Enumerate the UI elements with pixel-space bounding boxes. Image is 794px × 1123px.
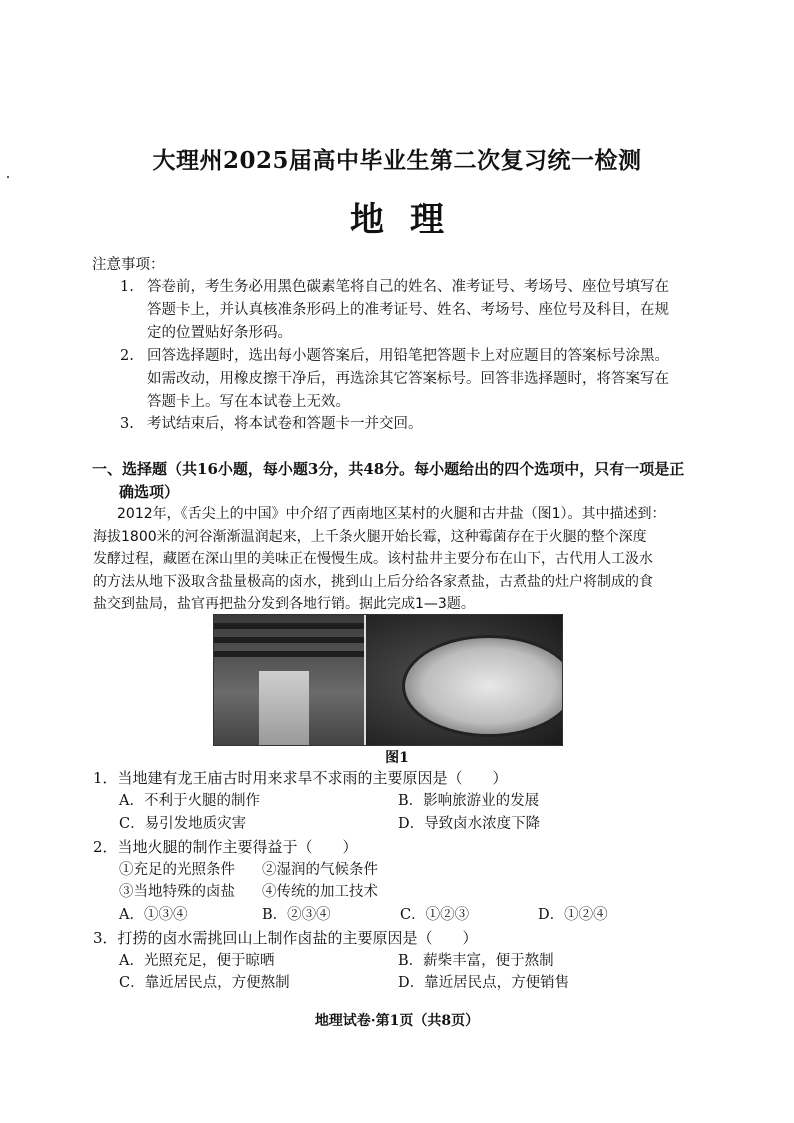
question-3-stem: 3．打捞的卤水需挑回山上制作卤盐的主要原因是（ ） — [93, 929, 478, 947]
question-1-option-c: C．易引发地质灾害 — [119, 816, 247, 832]
question-2-statement: ③当地特殊的卤盐 — [119, 884, 235, 900]
section-heading-cont: 确选项） — [119, 483, 180, 501]
question-2-option-a: A．①③④ — [119, 907, 188, 923]
figure-1-photos — [213, 614, 563, 746]
question-1-stem: 1．当地建有龙王庙古时用来求旱不求雨的主要原因是（ ） — [93, 769, 508, 787]
question-2-option-d: D．①②④ — [538, 907, 608, 923]
ham-cellar-photo — [214, 615, 364, 745]
question-2-statement: ④传统的加工技术 — [262, 884, 378, 900]
exam-title: 大理州2025届高中毕业生第二次复习统一检测 — [152, 147, 642, 174]
question-2-statement: ②湿润的气候条件 — [262, 862, 378, 878]
scan-speck — [7, 176, 9, 178]
question-3-option-b: B．薪柴丰富，便于熬制 — [398, 953, 554, 969]
figure-caption: 图1 — [385, 750, 409, 766]
passage-line: 的方法从地下汲取含盐量极高的卤水，挑到山上后分给各家煮盐，古煮盐的灶户将制成的食 — [93, 574, 653, 590]
passage-line: 发酵过程，藏匿在深山里的美味正在慢慢生成。该村盐井主要分布在山下，古代用人工汲水 — [93, 551, 653, 567]
passage-line: 盐交到盐局，盐官再把盐分发到各地行销。据此完成1—3题。 — [93, 596, 475, 612]
notice-line: 定的位置贴好条形码。 — [147, 325, 292, 341]
notice-item-number: 2. — [120, 348, 134, 364]
notice-line: 回答选择题时，选出每小题答案后，用铅笔把答题卡上对应题目的答案标号涂黑。 — [147, 348, 669, 364]
question-3-option-d: D．靠近居民点，方便销售 — [398, 975, 570, 991]
notice-line: 答卷前，考生务必用黑色碳素笔将自己的姓名、准考证号、考场号、座位号填写在 — [147, 279, 669, 295]
question-1-option-d: D．导致卤水浓度下降 — [398, 816, 541, 832]
passage-line: 2012年，《舌尖上的中国》中介绍了西南地区某村的火腿和古井盐（图1）。其中描述到： — [117, 506, 666, 522]
notice-item-number: 1. — [120, 279, 134, 295]
question-1-option-a: A．不利于火腿的制作 — [119, 793, 260, 809]
passage-line: 海拔1800米的河谷渐渐温润起来，上千条火腿开始长霉，这种霉菌存在于火腿的整个深度 — [93, 529, 647, 545]
page-footer: 地理试卷·第1页（共8页） — [314, 1013, 480, 1029]
section-heading: 一、选择题（共16小题，每小题3分，共48分。每小题给出的四个选项中，只有一项是正 — [92, 460, 685, 478]
question-3-option-a: A．光照充足，便于晾晒 — [119, 953, 275, 969]
question-2-stem: 2．当地火腿的制作主要得益于（ ） — [93, 838, 358, 856]
notice-line: 答题卡上，并认真核准条形码上的准考证号、姓名、考场号、座位号及科目，在规 — [147, 302, 669, 318]
notice-line: 答题卡上。写在本试卷上无效。 — [147, 394, 350, 410]
question-1-option-b: B．影响旅游业的发展 — [398, 793, 540, 809]
notice-heading: 注意事项： — [92, 257, 165, 273]
notice-line: 如需改动，用橡皮擦干净后，再选涂其它答案标号。回答非选择题时，将答案写在 — [147, 371, 669, 387]
question-3-option-c: C．靠近居民点，方便熬制 — [119, 975, 290, 991]
question-2-option-c: C．①②③ — [400, 907, 470, 923]
subject-title: 地理 — [350, 200, 470, 240]
question-2-statement: ①充足的光照条件 — [119, 862, 235, 878]
notice-line: 考试结束后，将本试卷和答题卡一并交回。 — [147, 416, 423, 432]
question-2-option-b: B．②③④ — [262, 907, 331, 923]
notice-item-number: 3. — [120, 416, 134, 432]
